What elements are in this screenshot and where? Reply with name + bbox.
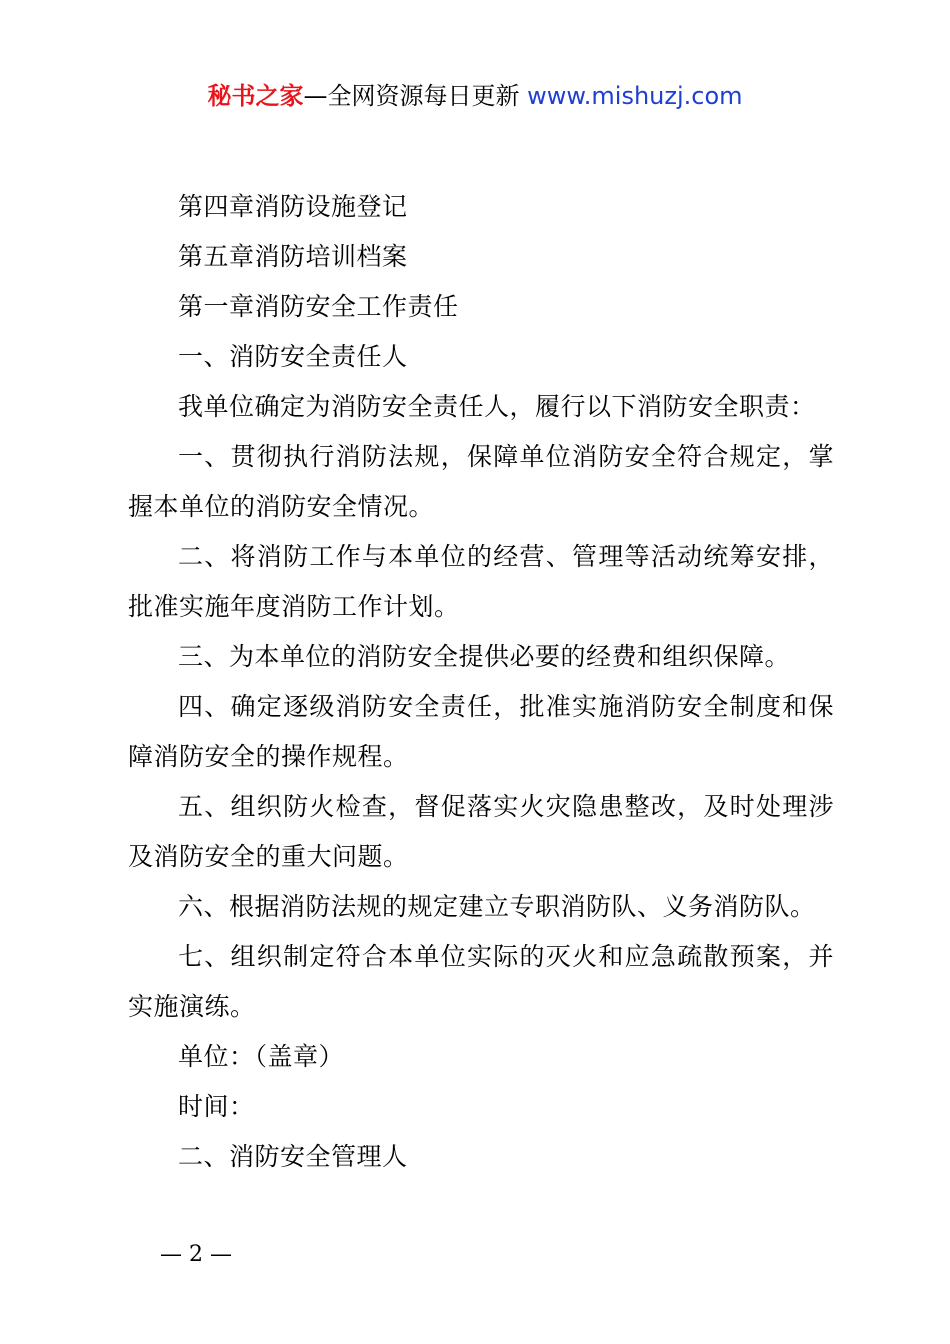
- signature-unit-line: 单位：（盖章）: [178, 1042, 345, 1071]
- site-url-link[interactable]: www.mishuzj.com: [527, 82, 743, 110]
- duty-item-2: 二、将消防工作与本单位的经营、管理等活动统筹安排，批准实施年度消防工作计划。: [128, 542, 834, 621]
- signature-date-line: 时间：: [178, 1092, 255, 1121]
- section-heading-safety-manager: 二、消防安全管理人: [178, 1142, 408, 1171]
- chapter-four-heading: 第四章消防设施登记: [178, 192, 408, 221]
- chapter-five-heading: 第五章消防培训档案: [178, 242, 408, 271]
- site-brand: 秘书之家: [207, 82, 304, 110]
- paragraph-intro: 我单位确定为消防安全责任人，履行以下消防安全职责：: [178, 392, 816, 421]
- duty-item-4: 四、确定逐级消防安全责任，批准实施消防安全制度和保障消防安全的操作规程。: [128, 692, 834, 771]
- duty-item-6: 六、根据消防法规的规定建立专职消防队、义务消防队。: [178, 892, 816, 921]
- duty-item-7: 七、组织制定符合本单位实际的灭火和应急疏散预案，并实施演练。: [128, 942, 834, 1021]
- site-tagline: —全网资源每日更新: [303, 82, 528, 110]
- page-number: — 2 —: [160, 1242, 232, 1267]
- duty-item-5: 五、组织防火检查，督促落实火灾隐患整改，及时处理涉及消防安全的重大问题。: [128, 792, 834, 871]
- site-header: [0, 80, 950, 112]
- duty-item-3: 三、为本单位的消防安全提供必要的经费和组织保障。: [178, 642, 791, 671]
- chapter-one-heading: 第一章消防安全工作责任: [178, 292, 459, 321]
- document-body: [128, 182, 834, 1182]
- duty-item-1: 一、贯彻执行消防法规，保障单位消防安全符合规定，掌握本单位的消防安全情况。: [128, 442, 834, 521]
- section-heading-responsible-person: 一、消防安全责任人: [178, 342, 408, 371]
